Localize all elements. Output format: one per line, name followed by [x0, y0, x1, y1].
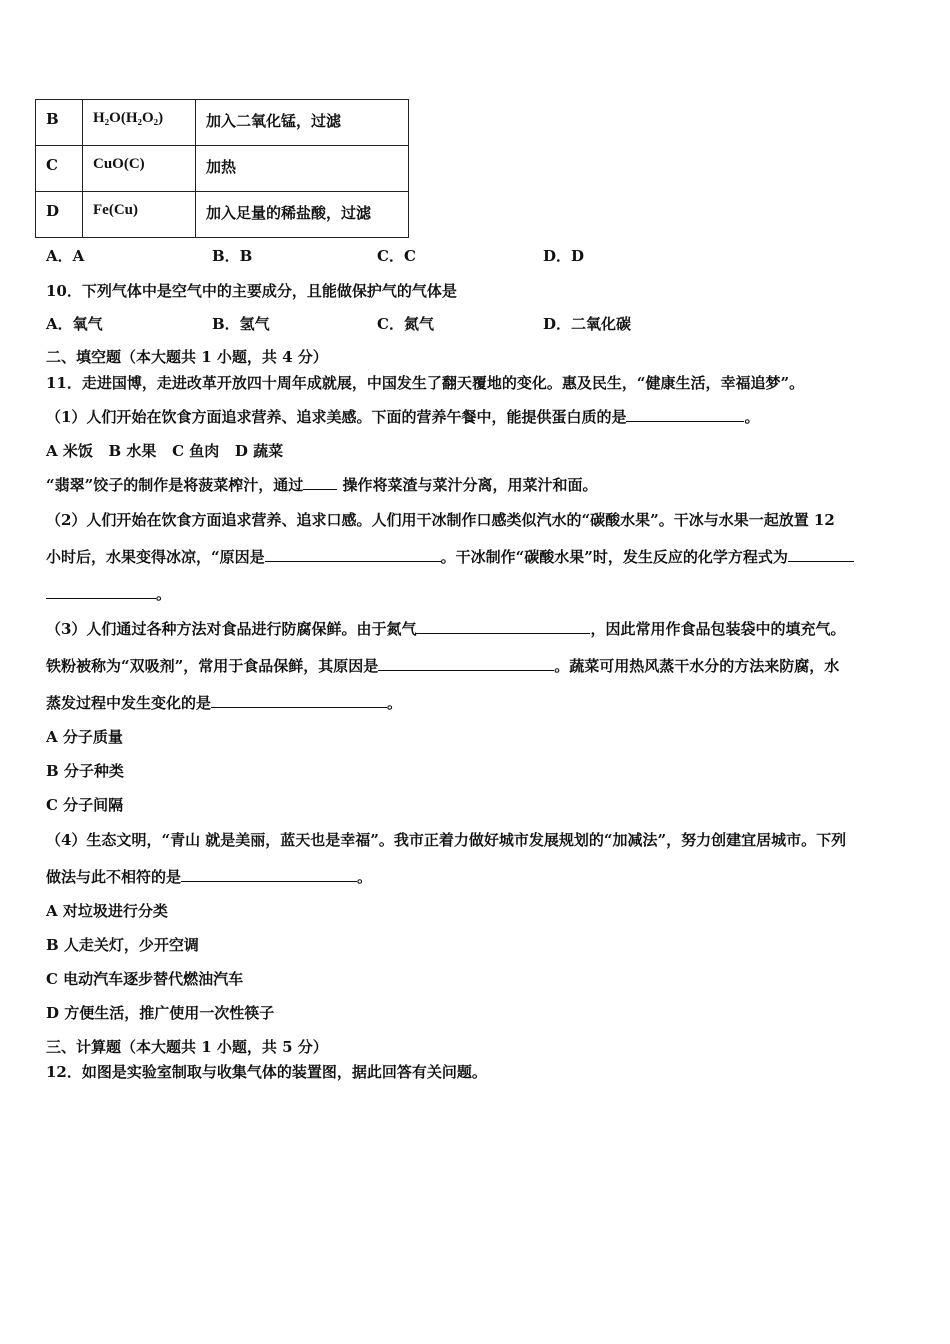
- row-method: 加热: [196, 146, 409, 192]
- row-substance: H₂O(H₂O₂): [83, 100, 196, 146]
- q11-part2-line3-end: 。: [156, 585, 172, 603]
- q11-part3-line2-b: 。蔬菜可用热风蒸干水分的方法来防腐，水: [554, 657, 840, 675]
- q11-part3-line1-b: ，因此常用作食品包装袋中的填充气。: [590, 620, 846, 638]
- q11-part2-line2-a: 小时后，水果变得冰凉，“原因是: [46, 548, 265, 566]
- q10-option-c: C．氮气: [377, 315, 434, 333]
- q11-part4-line2-b: 。: [357, 868, 373, 886]
- q11-part1-line2-b: 操作将菜渣与菜汁分离，用菜汁和面。: [342, 476, 598, 494]
- q10-option-d: D．二氧化碳: [543, 315, 632, 333]
- q11-part4-option-c: C 电动汽车逐步替代燃油汽车: [46, 970, 244, 988]
- answer-blank[interactable]: [788, 547, 854, 562]
- row-label: D: [36, 192, 83, 238]
- q11-part3-line2-a: 铁粉被称为“双吸剂”，常用于食品保鲜，其原因是: [46, 657, 379, 675]
- q11-part2-line3: [46, 584, 171, 604]
- options-table: [35, 99, 409, 238]
- q11-part4-line1: （4）生态文明，“青山 就是美丽，蓝天也是幸福”。我市正着力做好城市发展规划的“加减法”，努力创建宜居城市。下列: [46, 831, 847, 849]
- q9-option-d: D．D: [543, 247, 585, 265]
- answer-blank[interactable]: [416, 619, 590, 634]
- q11-part4-line2: [46, 867, 372, 887]
- answer-blank[interactable]: [378, 656, 554, 671]
- q11-intro: 11．走进国博，走进改革开放四十周年成就展，中国发生了翻天覆地的变化。惠及民生，“健康生活，幸福追梦”。: [46, 374, 805, 392]
- q11-part2-line2: [46, 547, 854, 567]
- q9-option-a: A．A: [46, 247, 85, 265]
- q11-part1-end: 。: [744, 408, 760, 426]
- q11-part2-line2-b: 。干冰制作“碳酸水果”时，发生反应的化学方程式为: [440, 548, 788, 566]
- q11-part3-option-b: B 分子种类: [46, 762, 124, 780]
- answer-blank[interactable]: [303, 475, 337, 490]
- q11-part3-line3: [46, 693, 402, 713]
- q10-stem: 10．下列气体中是空气中的主要成分，且能做保护气的气体是: [46, 282, 457, 300]
- q11-part3-option-a: A 分子质量: [46, 728, 123, 746]
- q11-part4-option-d: D 方便生活，推广使用一次性筷子: [46, 1004, 275, 1022]
- answer-blank[interactable]: [181, 867, 357, 882]
- q11-part4-option-a: A 对垃圾进行分类: [46, 902, 168, 920]
- table-row: [36, 146, 409, 192]
- q11-part1-text: （1）人们开始在饮食方面追求营养、追求美感。下面的营养午餐中，能提供蛋白质的是: [46, 408, 627, 426]
- q11-part1-line2: [46, 475, 598, 495]
- q11-part3-line2: [46, 656, 839, 676]
- q11-part4-option-b: B 人走关灯，少开空调: [46, 936, 199, 954]
- answer-blank[interactable]: [626, 407, 744, 422]
- row-method: 加入二氧化锰，过滤: [196, 100, 409, 146]
- q11-part2-line1: （2）人们开始在饮食方面追求营养、追求口感。人们用干冰制作口感类似汽水的“碳酸水果”。干冰与水果一起放置 12: [46, 511, 835, 529]
- q11-part3-line3-b: 。: [387, 694, 403, 712]
- table-row: [36, 100, 409, 146]
- q9-option-c: C．C: [377, 247, 416, 265]
- q9-option-b: B．B: [212, 247, 253, 265]
- answer-blank[interactable]: [265, 547, 441, 562]
- row-label: C: [36, 146, 83, 192]
- q12-stem: 12．如图是实验室制取与收集气体的装置图，据此回答有关问题。: [46, 1063, 487, 1081]
- q11-part3-line1-a: （3）人们通过各种方法对食品进行防腐保鲜。由于氮气: [46, 620, 417, 638]
- q11-part3-line1: [46, 619, 845, 639]
- answer-blank[interactable]: [46, 584, 156, 599]
- row-label: B: [36, 100, 83, 146]
- row-substance: Fe(Cu): [83, 192, 196, 238]
- q11-part4-line2-a: 做法与此不相符的是: [46, 868, 182, 886]
- q11-part1: [46, 407, 759, 427]
- answer-blank[interactable]: [211, 693, 387, 708]
- table-row: [36, 192, 409, 238]
- q11-part3-line3-a: 蒸发过程中发生变化的是: [46, 694, 212, 712]
- q11-part1-line2-a: “翡翠”饺子的制作是将菠菜榨汁，通过: [46, 476, 304, 494]
- section3-title: 三、计算题（本大题共 1 小题，共 5 分）: [46, 1038, 328, 1056]
- q11-part1-options: A 米饭 B 水果 C 鱼肉 D 蔬菜: [46, 442, 284, 460]
- q11-part3-option-c: C 分子间隔: [46, 796, 124, 814]
- q10-option-a: A．氧气: [46, 315, 103, 333]
- section2-title: 二、填空题（本大题共 1 小题，共 4 分）: [46, 348, 328, 366]
- row-substance: CuO(C): [83, 146, 196, 192]
- q10-option-b: B．氢气: [212, 315, 270, 333]
- row-method: 加入足量的稀盐酸，过滤: [196, 192, 409, 238]
